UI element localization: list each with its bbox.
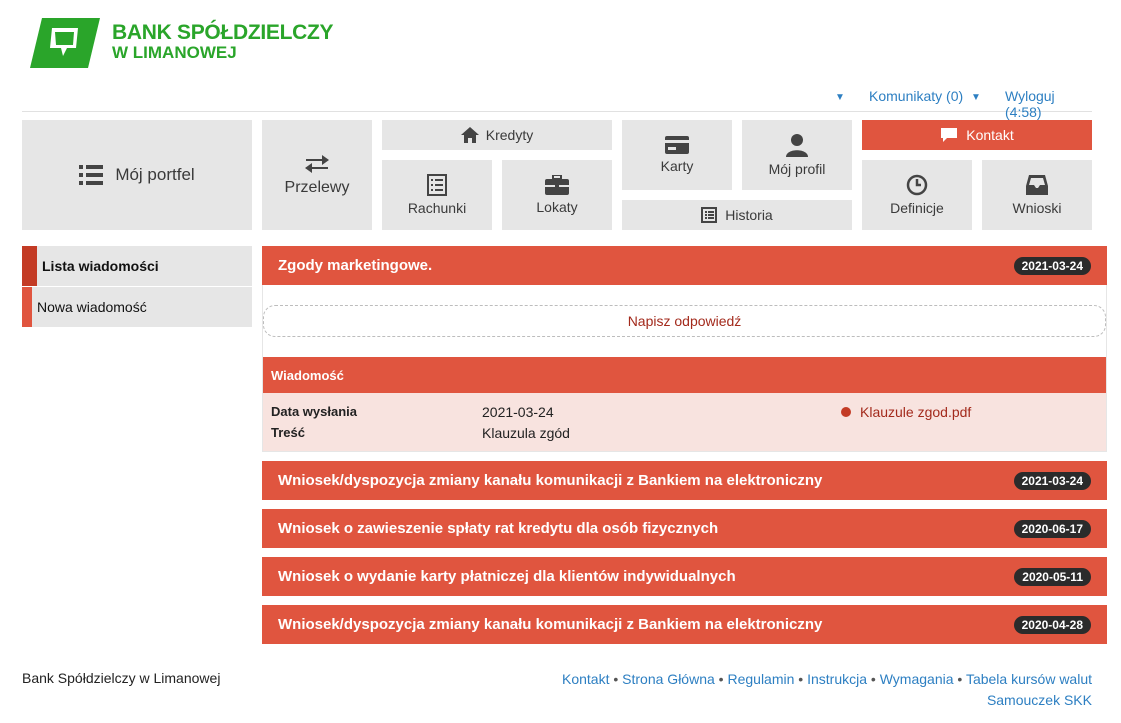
- footer-link-samouczek[interactable]: Samouczek SKK: [986, 692, 1092, 708]
- footer-links: Kontakt • Strona Główna • Regulamin • Instrukcja • Wymagania • Tabela kursów walut Samouczek SKK: [562, 671, 1092, 708]
- bank-logo-icon: [30, 18, 100, 68]
- message-header[interactable]: [262, 246, 1107, 285]
- message-title: Zgody marketingowe.: [278, 257, 433, 274]
- message-section-title: Wiadomość: [263, 357, 1106, 393]
- user-icon: [786, 133, 808, 157]
- footer-link-regulamin[interactable]: Regulamin: [727, 671, 795, 687]
- logout-link[interactable]: Wyloguj (4:58): [1005, 88, 1055, 120]
- komunikaty-caret-icon[interactable]: ▼: [971, 92, 981, 103]
- message-date-badge: 2020-04-28: [1014, 616, 1091, 634]
- message-date-badge: 2021-03-24: [1014, 257, 1091, 275]
- top-bar: [22, 84, 1092, 120]
- message-date-badge: 2021-03-24: [1014, 472, 1091, 490]
- footer-link-tabela-kursow[interactable]: Tabela kursów walut: [965, 671, 1092, 687]
- logo-line-2: W LIMANOWEJ: [112, 43, 237, 62]
- tile-lokaty-label: Lokaty: [536, 199, 578, 215]
- bank-logo-text: [112, 22, 333, 64]
- tile-karty[interactable]: [622, 120, 732, 190]
- tile-moj-profil-label: Mój profil: [768, 161, 826, 177]
- attachment-link[interactable]: [841, 404, 971, 420]
- message-header[interactable]: [262, 509, 1107, 548]
- item-indicator: [22, 287, 32, 327]
- transfer-arrows-icon: [304, 153, 330, 175]
- footer-link-instrukcja[interactable]: Instrukcja: [807, 671, 868, 687]
- attachment-filename: Klauzule zgod.pdf: [860, 404, 972, 420]
- sent-date-label: Data wysłania: [271, 404, 357, 419]
- tile-przelewy-label: Przelewy: [284, 179, 350, 196]
- user-dropdown-caret-icon[interactable]: ▼: [835, 92, 845, 103]
- list-icon: [79, 164, 103, 186]
- footer-bank-name: Bank Spółdzielczy w Limanowej: [22, 670, 221, 686]
- messages-side-menu: [22, 246, 252, 327]
- footer-link-wymagania[interactable]: Wymagania: [879, 671, 954, 687]
- message-details: [263, 393, 1106, 451]
- logo-line-1: BANK SPÓŁDZIELCZY: [112, 21, 334, 44]
- credit-card-icon: [665, 136, 689, 154]
- message-title: Wniosek o wydanie karty płatniczej dla klientów indywidualnych: [278, 568, 736, 585]
- footer-link-strona-glowna[interactable]: Strona Główna: [622, 671, 715, 687]
- tile-definicje[interactable]: [862, 160, 972, 230]
- reply-button[interactable]: Napisz odpowiedź: [263, 305, 1106, 337]
- message-date-badge: 2020-05-11: [1014, 568, 1091, 586]
- content-value: Klauzula zgód: [482, 425, 570, 441]
- tile-wnioski-label: Wnioski: [1012, 200, 1062, 216]
- message-title: Wniosek/dyspozycja zmiany kanału komunikacji z Bankiem na elektroniczny: [278, 616, 823, 633]
- side-item-nowa-wiadomosc[interactable]: [22, 287, 252, 327]
- tile-kredyty[interactable]: [382, 120, 612, 150]
- tile-lokaty[interactable]: [502, 160, 612, 230]
- tile-rachunki-label: Rachunki: [407, 200, 467, 216]
- side-item-label: Nowa wiadomość: [37, 299, 147, 315]
- inbox-icon: [1026, 174, 1048, 196]
- bank-logo[interactable]: [30, 18, 333, 68]
- tile-historia[interactable]: [622, 200, 852, 230]
- komunikaty-link[interactable]: Komunikaty (0): [869, 88, 964, 104]
- tile-moj-portfel[interactable]: [22, 120, 252, 230]
- tile-kontakt[interactable]: [862, 120, 1092, 150]
- tile-rachunki[interactable]: [382, 160, 492, 230]
- bullet-icon: [841, 407, 851, 417]
- message-date-badge: 2020-06-17: [1014, 520, 1091, 538]
- tile-moj-profil[interactable]: [742, 120, 852, 190]
- briefcase-icon: [545, 175, 569, 195]
- message-header[interactable]: [262, 605, 1107, 644]
- clock-icon: [906, 174, 928, 196]
- tile-przelewy[interactable]: [262, 120, 372, 230]
- message-title: Wniosek/dyspozycja zmiany kanału komunikacji z Bankiem na elektroniczny: [278, 472, 823, 489]
- content-label: Treść: [271, 425, 305, 440]
- message-title: Wniosek o zawieszenie spłaty rat kredytu dla osób fizycznych: [278, 520, 719, 537]
- tile-kontakt-label: Kontakt: [966, 127, 1014, 143]
- home-icon: [461, 127, 479, 143]
- tile-historia-label: Historia: [725, 207, 773, 223]
- message-header[interactable]: [262, 557, 1107, 596]
- tile-wnioski[interactable]: [982, 160, 1092, 230]
- footer-link-kontakt[interactable]: Kontakt: [562, 671, 610, 687]
- tile-moj-portfel-label: Mój portfel: [115, 165, 195, 184]
- history-list-icon: [701, 207, 717, 223]
- tile-karty-label: Karty: [660, 158, 694, 174]
- side-item-lista-wiadomosci[interactable]: [22, 246, 252, 286]
- tile-kredyty-label: Kredyty: [485, 127, 534, 143]
- message-header[interactable]: [262, 461, 1107, 500]
- tile-definicje-label: Definicje: [890, 200, 944, 216]
- side-item-label: Lista wiadomości: [42, 258, 159, 274]
- ledger-icon: [427, 174, 447, 196]
- message-detail-panel: [262, 285, 1107, 452]
- chat-bubble-icon: [940, 127, 958, 143]
- active-indicator: [22, 246, 37, 286]
- sent-date-value: 2021-03-24: [482, 404, 554, 420]
